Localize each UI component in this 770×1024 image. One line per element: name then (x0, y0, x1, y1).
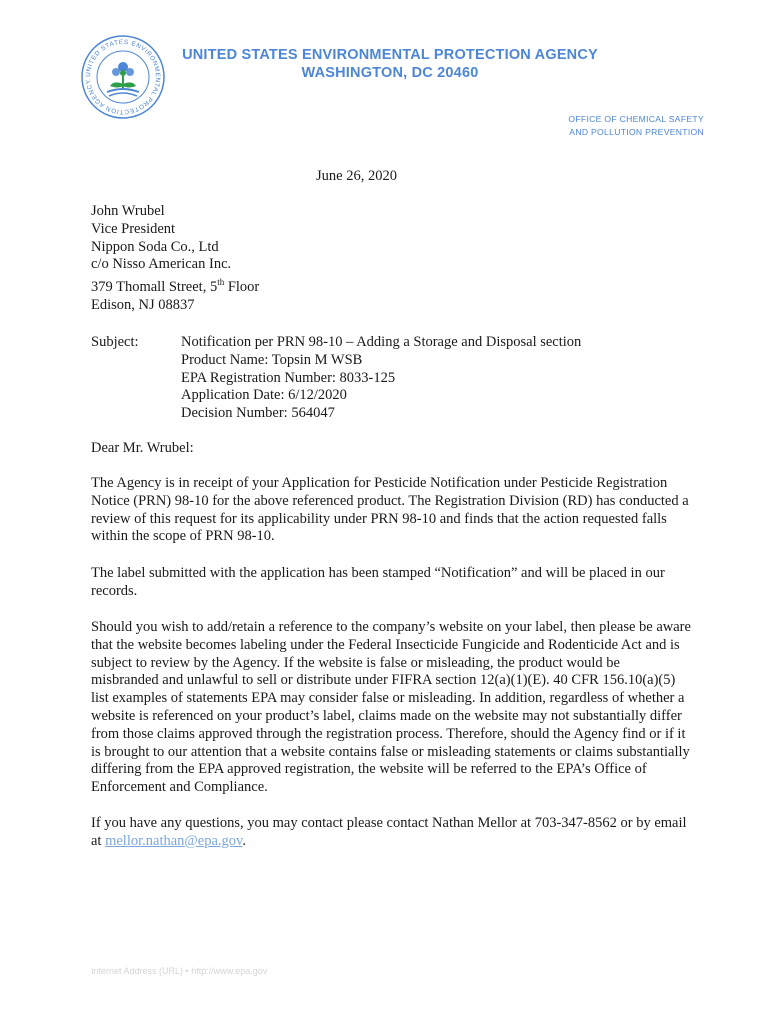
office-line-2: AND POLLUTION PREVENTION (569, 127, 704, 137)
footer-url: Internet Address (URL) • http://www.epa.gov (91, 966, 268, 976)
recipient-title: Vice President (91, 220, 176, 237)
street-floor: Floor (224, 279, 260, 296)
recipient-company: Nippon Soda Co., Ltd (91, 238, 219, 255)
seal-ring-text: UNITED STATES ENVIRONMENTAL PROTECTION AGENCY (84, 38, 162, 116)
subject-product-name: Product Name: Topsin M WSB (181, 351, 363, 368)
recipient-street (91, 274, 691, 297)
recipient-name: John Wrubel (91, 203, 165, 219)
recipient-care-of: c/o Nisso American Inc. (91, 256, 232, 273)
letter-date: June 26, 2020 (316, 168, 397, 184)
paragraph-2: The label submitted with the application has been stamped “Notification” and will be placed in our records. (91, 565, 665, 599)
subject-decision-number: Decision Number: 564047 (181, 405, 335, 422)
paragraph-4 (91, 815, 691, 851)
office-line-1: OFFICE OF CHEMICAL SAFETY (568, 114, 704, 124)
agency-location: WASHINGTON, DC 20460 (301, 65, 479, 81)
subject-block (91, 334, 691, 423)
subject-application-date: Application Date: 6/12/2020 (181, 387, 347, 404)
salutation: Dear Mr. Wrubel: (91, 440, 194, 456)
contact-text: If you have any questions, you may contact please contact Nathan Mellor at 703-347-8562 or by email at (91, 815, 687, 849)
subject-line-1: Notification per PRN 98-10 – Adding a Storage and Disposal section (181, 334, 582, 350)
office-name (568, 113, 704, 139)
paragraph-3: Should you wish to add/retain a reference to the company’s website on your label, then please be aware that the website becomes labeling under the Federal Insecticide Fungicide and Rodenticide Act and is subject to review by the Agency. If the website is false or misleading, the product would be misbranded and unlawful to sell or distribute under FIFRA section 12(a)(1)(E). 40 CFR 156.10(a)(5) list examples of statements EPA may consider false or misleading. In addition, regardless of whether a website is referenced on your product’s label, claims made on the website may not substantially differ from those claims approved through the registration process. Therefore, should the Agency find or if it is brought to our attention that a website contains false or misleading statements or claims substantially differing from the EPA approved registration, the website will be referred to the EPA’s Office of Enforcement and Compliance. (91, 619, 691, 796)
street-main: 379 Thomall Street, 5 (91, 279, 218, 296)
paragraph-1: The Agency is in receipt of your Application for Pesticide Notification under Pesticide Registration Notice (PRN) 98-10 for the above referenced product. The Registration Division (RD) has conducted a review of this request for its applicability under PRN 98-10 and finds that the action requested falls within the scope of PRN 98-10. (91, 475, 689, 545)
recipient-city: Edison, NJ 08837 (91, 296, 195, 313)
recipient-address (91, 203, 691, 315)
subject-registration-number: EPA Registration Number: 8033-125 (181, 369, 396, 386)
agency-header (170, 46, 610, 82)
agency-name: UNITED STATES ENVIRONMENTAL PROTECTION AGENCY (182, 47, 598, 63)
subject-label: Subject: (91, 334, 139, 350)
epa-seal-icon (80, 34, 166, 120)
email-link[interactable]: mellor.nathan@epa.gov (105, 832, 243, 849)
street-ordinal: th (217, 277, 225, 288)
contact-period: . (242, 832, 246, 849)
